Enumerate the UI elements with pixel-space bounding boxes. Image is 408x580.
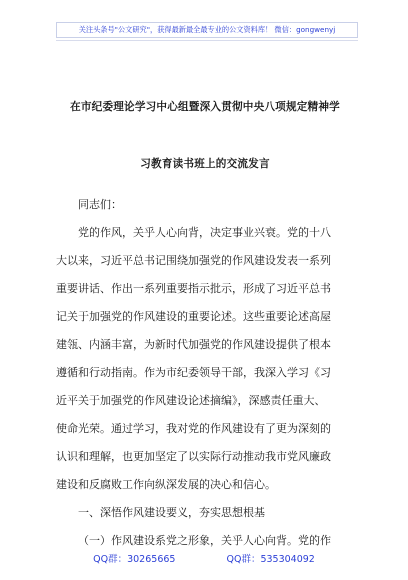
paragraph-line: 建瓴、内涵丰富，为新时代加强党的作风建设提供了根本 [56,338,331,351]
paragraph-line: 认识和理解，也更加坚定了以实际行动推动我市党风廉政 [56,450,331,463]
paragraph-line: 记关于加强党的作风建设的重要论述。这些重要论述高屋 [56,310,331,323]
paragraph-line: 使命光荣。通过学习，我对党的作风建设有了更为深刻的 [56,422,331,435]
footer-contact [0,551,408,565]
paragraph-line: 近平关于加强党的作风建设论述摘编》，深感责任重大、 [56,394,326,407]
salutation: 同志们： [78,198,122,211]
footer-qq-group-1: QQ群：30265665 [93,554,176,565]
header-divider [56,40,358,41]
paragraph-line: 党的作风，关乎人心向背，决定事业兴衰。党的十八 [78,226,331,239]
header-notice: 关注头条号"公文研究"，获得最新最全最专业的公文资料库！ 微信：gongwenyj [56,22,358,38]
paragraph-line: （一）作风建设系党之形象，关乎人心向背。党的作 [78,534,331,547]
document-title-line-2: 习教育读书班上的交流发言 [140,158,270,170]
section-heading: 一、深悟作风建设要义，夯实思想根基 [78,506,265,519]
paragraph-line: 遵循和行动指南。作为市纪委领导干部，我深入学习《习 [56,366,331,379]
document-title-line-1: 在市纪委理论学习中心组暨深入贯彻中央八项规定精神学 [70,101,340,113]
footer-qq-group-2: QQ群：535304092 [226,554,315,565]
paragraph-line: 建设和反腐败工作向纵深发展的决心和信心。 [56,478,276,491]
paragraph-line: 大以来，习近平总书记围绕加强党的作风建设发表一系列 [56,254,331,267]
paragraph-line: 重要讲话、作出一系列重要指示批示，形成了习近平总书 [56,282,331,295]
